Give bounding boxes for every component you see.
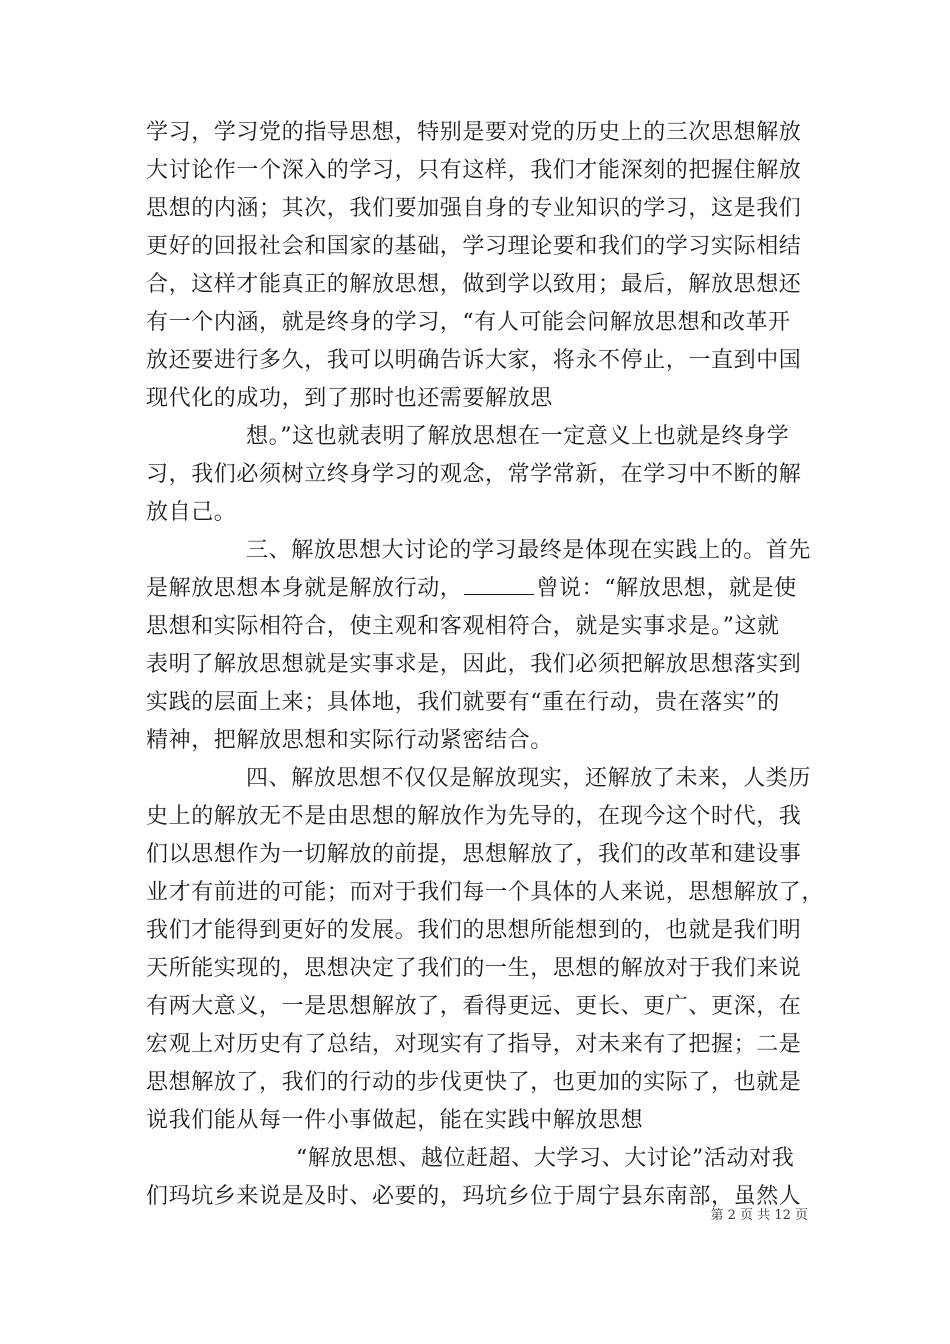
text-line: 业才有前进的可能；而对于我们每一个具体的人来说，思想解放了， (146, 880, 825, 905)
text-line: 放还要进行多久，我可以明确告诉大家，将永不停止，一直到中国 (146, 348, 802, 373)
text-line: 我们才能得到更好的发展。我们的思想所能想到的，也就是我们明 (146, 918, 802, 943)
text-line: 宏观上对历史有了总结，对现实有了指导，对未来有了把握；二是 (146, 1032, 802, 1057)
text-line: 习，我们必须树立终身学习的观念，常学常新，在学习中不断的解 (146, 462, 802, 487)
text-line: 们玛坑乡来说是及时、必要的，玛坑乡位于周宁县东南部，虽然人 (146, 1184, 802, 1209)
text-line: 思想的内涵；其次，我们要加强自身的专业知识的学习，这是我们 (146, 196, 802, 221)
text-line: 思想和实际相符合，使主观和客观相符合，就是实事求是。”这就 (146, 614, 780, 639)
text-line-with-blank (146, 572, 797, 606)
paragraph-heading-4: 四、解放思想不仅仅是解放现实，还解放了未来，人类历 (246, 766, 812, 791)
text-line: 实践的层面上来；具体地，我们就要有“重在行动，贵在落实”的 (146, 690, 780, 715)
text-line: 思想解放了，我们的行动的步伐更快了，也更加的实际了，也就是 (146, 1070, 802, 1095)
text-segment: 曾说：“解放思想，就是使 (536, 576, 797, 601)
text-line: 精神，把解放思想和实际行动紧密结合。 (146, 728, 553, 753)
fill-in-blank (464, 574, 534, 595)
text-line: 有一个内涵，就是终身的学习，“有人可能会问解放思想和改革开 (146, 310, 791, 335)
paragraph-heading-3: 三、解放思想大讨论的学习最终是体现在实践上的。首先 (246, 538, 812, 563)
text-line: 表明了解放思想就是实事求是，因此，我们必须把解放思想落实到 (146, 652, 802, 677)
text-line: 现代化的成功，到了那时也还需要解放思 (146, 386, 553, 411)
text-line: 放自己。 (146, 500, 237, 525)
text-line: 天所能实现的，思想决定了我们的一生，思想的解放对于我们来说 (146, 956, 802, 981)
text-line: 有两大意义，一是思想解放了，看得更远、更长、更广、更深，在 (146, 994, 802, 1019)
text-line: 说我们能从每一件小事做起，能在实践中解放思想 (146, 1108, 644, 1133)
text-line: 更好的回报社会和国家的基础，学习理论要和我们的学习实际相结 (146, 234, 802, 259)
text-line: 学习，学习党的指导思想，特别是要对党的历史上的三次思想解放 (146, 120, 802, 145)
page-number-footer: 第 2 页 共 12 页 (710, 1208, 808, 1223)
text-line: 合，这样才能真正的解放思想，做到学以致用；最后，解放思想还 (146, 272, 802, 297)
text-line: 大讨论作一个深入的学习，只有这样，我们才能深刻的把握住解放 (146, 158, 802, 183)
text-line: 们以思想作为一切解放的前提，思想解放了，我们的改革和建设事 (146, 842, 802, 867)
text-line: “解放思想、越位赶超、大学习、大讨论”活动对我 (296, 1146, 795, 1171)
text-segment: 是解放思想本身就是解放行动， (146, 576, 463, 601)
text-line: 想。”这也就表明了解放思想在一定意义上也就是终身学 (246, 424, 790, 449)
text-line: 史上的解放无不是由思想的解放作为先导的，在现今这个时代，我 (146, 804, 802, 829)
